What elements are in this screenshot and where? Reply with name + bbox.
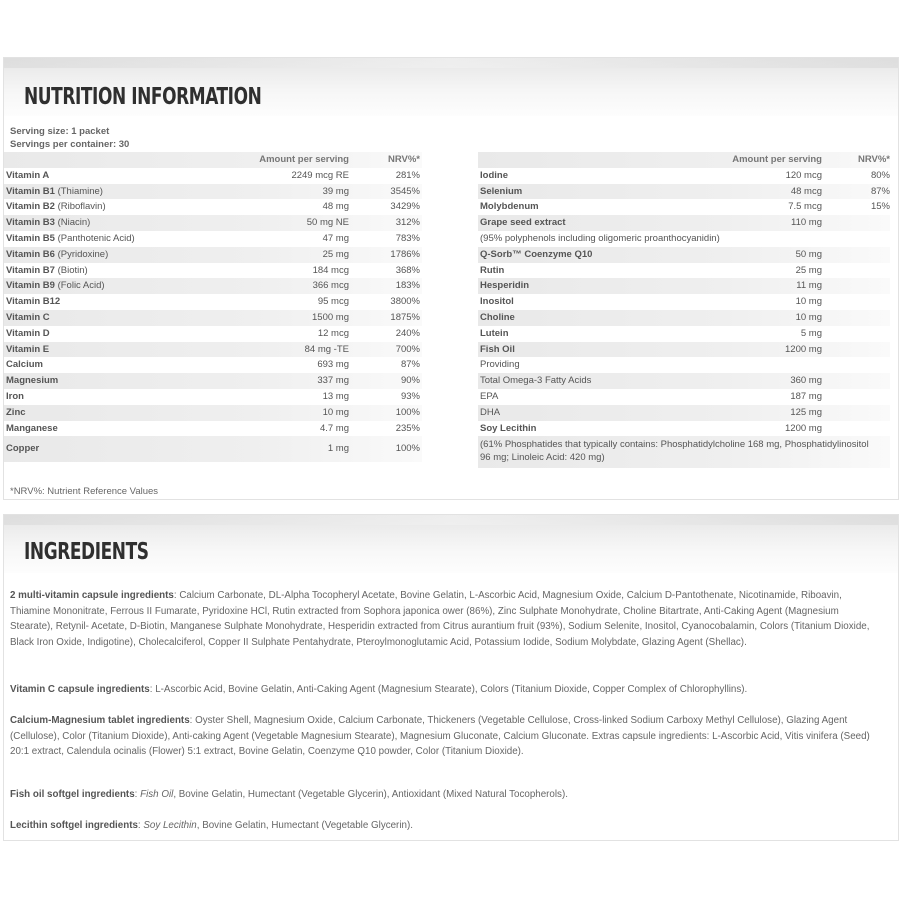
- nutrient-name: [480, 278, 529, 294]
- nutrient-amount: 1200 mg: [785, 343, 822, 355]
- nutrient-subname: (Riboflavin): [54, 201, 106, 213]
- nutrient-name: [6, 263, 88, 279]
- table-row: [478, 168, 890, 184]
- nutrient-name: [480, 326, 509, 342]
- servings-per-container: Servings per container: 30: [10, 139, 130, 150]
- nutrient-amount: 84 mg -TE: [304, 343, 349, 355]
- nutrient-name: [6, 342, 49, 358]
- nutrient-name: [6, 389, 24, 405]
- nutrient-subname: (Niacin): [54, 217, 91, 229]
- table-row: [4, 326, 422, 342]
- nutrient-nrv: 90%: [400, 375, 420, 387]
- nutrient-subname: (Panthotenic Acid): [54, 232, 135, 244]
- nutrient-label: Fish Oil: [480, 343, 515, 355]
- nutrient-nrv: 100%: [395, 406, 420, 418]
- nutrient-nrv: 3800%: [390, 296, 420, 308]
- nutrient-amount: 25 mg: [795, 264, 822, 276]
- nutrient-nrv: 15%: [870, 201, 890, 213]
- nutrient-label: Magnesium: [6, 375, 59, 387]
- nutrient-label: EPA: [480, 390, 499, 402]
- nutrient-amount: 10 mg: [795, 296, 822, 308]
- nutrient-amount: 47 mg: [322, 232, 349, 244]
- nutrient-nrv: 281%: [395, 169, 420, 181]
- nutrient-name: [480, 231, 720, 247]
- nutrient-nrv: 783%: [395, 232, 420, 244]
- nutrient-amount: 1200 mg: [785, 422, 822, 434]
- table-row: [478, 405, 890, 421]
- table-row: [4, 421, 422, 437]
- nutrient-label: Vitamin B12: [6, 296, 61, 308]
- table-row: [4, 436, 422, 462]
- table-row: [4, 263, 422, 279]
- nutrient-name: [6, 436, 39, 462]
- ingredient-text: , Bovine Gelatin, Humectant (Vegetable Glycerin).: [196, 820, 413, 831]
- col-nrv-header: NRV%*: [857, 154, 890, 165]
- nutrient-amount: 1 mg: [327, 443, 349, 455]
- nutrient-name: [480, 168, 508, 184]
- nutrient-name: [480, 310, 515, 326]
- nutrient-label: Copper: [6, 443, 40, 455]
- nutrient-label: Vitamin B7: [6, 264, 55, 276]
- nutrient-amount: 25 mg: [322, 248, 349, 260]
- nutrient-label: Vitamin D: [6, 327, 50, 339]
- nutrient-label: Vitamin E: [6, 343, 50, 355]
- nutrient-name: [480, 215, 566, 231]
- nutrient-name: [6, 294, 60, 310]
- table-row: [478, 389, 890, 405]
- ingredient-text: : Calcium Carbonate, DL-Alpha Tocopheryl Acetate, Bovine Gelatin, L-Ascorbic Acid, Magnesium Oxide, Calcium D-Pantothenate, Nicotinamide, Riboavin, Thiamine Mononitrate, Ferrous II Fumarate, Pyridoxine HCl, Rutin extracted from Sophora japonica ower (86%), Zinc Sulphate Monohydrate, Choline Bitartrate, Anti-Caking Agent (Magnesium Stearate), Retynil- Acetate, D-Biotin, Manganese Sulphate Monohydrate, Hesperidin extracted from Citrus aurantium fruit (93%), Sodium Selenite, Inositol, Cyanocobalamin, Colors (Titanium Dioxide, Black Iron Oxide, Indigotine), Cholecalciferol, Copper II Sulphate Pentahydrate, Pteroylmonoglutamic Acid, Potassium Iodide, Sodium Molybdate, Glazing Agent (Shellac).: [10, 590, 870, 648]
- nutrient-name: [6, 357, 43, 373]
- nutrient-nrv: 3429%: [390, 201, 420, 213]
- nutrient-label: Vitamin C: [6, 311, 50, 323]
- col-amount-header: Amount per serving: [259, 154, 349, 165]
- nutrient-amount: 693 mg: [317, 359, 349, 371]
- nutrient-label: Molybdenum: [480, 201, 539, 213]
- nutrient-label: Soy Lecithin: [480, 422, 537, 434]
- nutrient-name: [6, 215, 90, 231]
- nutrient-name: [6, 184, 103, 200]
- ingredient-italic: Soy Lecithin: [143, 820, 197, 831]
- table-row: [4, 389, 422, 405]
- table-row: [4, 231, 422, 247]
- nutrient-amount: 187 mg: [790, 390, 822, 402]
- nutrient-label: Zinc: [6, 406, 26, 418]
- nutrient-nrv: 183%: [395, 280, 420, 292]
- nutrient-name: [480, 373, 591, 389]
- nutrient-nrv: 93%: [400, 390, 420, 402]
- nutrient-label: Iron: [6, 390, 24, 402]
- nutrient-label: Rutin: [480, 264, 505, 276]
- col-nrv-header: NRV%*: [387, 154, 420, 165]
- nutrient-amount: 1500 mg: [312, 311, 349, 323]
- nutrient-label: Grape seed extract: [480, 217, 566, 229]
- nutrient-label: Manganese: [6, 422, 58, 434]
- nutrient-subname: (Biotin): [54, 264, 88, 276]
- nutrient-name: [6, 247, 108, 263]
- ingredient-group-label: Calcium-Magnesium tablet ingredients: [10, 715, 190, 726]
- table-row: [478, 373, 890, 389]
- nutrient-label: Providing: [480, 359, 520, 371]
- ingredient-paragraph: Lecithin softgel ingredients: Soy Lecithin, Bovine Gelatin, Humectant (Vegetable Glycerin).: [10, 820, 413, 831]
- nutrient-amount: 7.5 mcg: [788, 201, 822, 213]
- nutrient-label: (95% polyphenols including oligomeric proanthocyanidin): [480, 232, 720, 244]
- nutrient-nrv: 80%: [870, 169, 890, 181]
- nutrition-table-left: [4, 152, 422, 462]
- table-row: [478, 247, 890, 263]
- ingredients-title: INGREDIENTS: [24, 539, 149, 565]
- col-amount-header: Amount per serving: [732, 154, 822, 165]
- nutrient-amount: 50 mg NE: [306, 217, 349, 229]
- nutrient-label: Vitamin B5: [6, 232, 55, 244]
- nutrient-label: Total Omega-3 Fatty Acids: [480, 375, 592, 387]
- nutrient-nrv: 240%: [395, 327, 420, 339]
- ingredient-group-label: 2 multi-vitamin capsule ingredients: [10, 590, 174, 601]
- ingredient-group-label: Lecithin softgel ingredients: [10, 820, 138, 831]
- nutrient-name: [480, 247, 592, 263]
- nutrient-subname: (Thiamine): [54, 185, 103, 197]
- nutrient-name: [6, 310, 50, 326]
- nutrient-nrv: 368%: [395, 264, 420, 276]
- nrv-footnote: *NRV%: Nutrient Reference Values: [10, 486, 159, 497]
- nutrient-label: Choline: [480, 311, 515, 323]
- nutrient-amount: 39 mg: [322, 185, 349, 197]
- nutrient-name: [6, 326, 50, 342]
- table-row: [478, 294, 890, 310]
- nutrient-amount: 2249 mcg RE: [291, 169, 349, 181]
- nutrient-amount: 10 mg: [322, 406, 349, 418]
- nutrition-header: [4, 58, 898, 116]
- table-row: [478, 215, 890, 231]
- nutrient-name: [6, 278, 105, 294]
- nutrient-amount: 125 mg: [790, 406, 822, 418]
- nutrient-name: [480, 357, 520, 373]
- table-row: [4, 373, 422, 389]
- table-row: [4, 168, 422, 184]
- table-row: [478, 231, 890, 247]
- table-header-row: [478, 152, 890, 168]
- ingredient-italic: Fish Oil: [140, 789, 174, 800]
- ingredient-paragraph: Fish oil softgel ingredients: Fish Oil, Bovine Gelatin, Humectant (Vegetable Glycerin), Antioxidant (Mixed Natural Tocopherols).: [10, 789, 568, 800]
- nutrient-name: [480, 294, 514, 310]
- table-row: [4, 215, 422, 231]
- nutrient-amount: 12 mcg: [317, 327, 349, 339]
- nutrient-amount: 48 mg: [322, 201, 349, 213]
- nutrient-label: Hesperidin: [480, 280, 530, 292]
- nutrient-note: (61% Phosphatides that typically contains: Phosphatidylcholine 168 mg, Phosphatidylinositol 96 mg; Linoleic Acid: 420 mg): [480, 439, 869, 464]
- table-row: [4, 294, 422, 310]
- nutrient-amount: 5 mg: [800, 327, 822, 339]
- ingredient-paragraph: [10, 588, 870, 650]
- table-row: [478, 326, 890, 342]
- table-row: [4, 310, 422, 326]
- nutrient-name: [6, 373, 58, 389]
- table-row: [478, 278, 890, 294]
- nutrient-label: Vitamin B3: [6, 217, 55, 229]
- nutrient-name: [6, 405, 26, 421]
- ingredient-group-label: Fish oil softgel ingredients: [10, 789, 135, 800]
- nutrient-name: [480, 342, 515, 358]
- table-row: [4, 278, 422, 294]
- table-row: [478, 421, 890, 437]
- nutrient-name: [480, 199, 539, 215]
- nutrient-label: Vitamin A: [6, 169, 50, 181]
- table-row: [4, 357, 422, 373]
- table-row: [478, 436, 890, 468]
- ingredient-paragraph: [10, 713, 870, 760]
- nutrient-subname: (Folic Acid): [54, 280, 105, 292]
- nutrient-amount: 120 mcg: [785, 169, 822, 181]
- nutrient-nrv: 700%: [395, 343, 420, 355]
- nutrient-name: [480, 389, 498, 405]
- nutrition-table-right: [478, 152, 890, 468]
- nutrient-label: Inositol: [480, 296, 514, 308]
- nutrient-nrv: 235%: [395, 422, 420, 434]
- table-row: [478, 357, 890, 373]
- nutrient-label: Iodine: [480, 169, 508, 181]
- table-header-row: [4, 152, 422, 168]
- table-row: [4, 184, 422, 200]
- nutrient-amount: 10 mg: [795, 311, 822, 323]
- nutrient-label: Calcium: [6, 359, 43, 371]
- nutrition-title: NUTRITION INFORMATION: [24, 84, 262, 110]
- table-row: [478, 342, 890, 358]
- serving-size: Serving size: 1 packet: [10, 126, 110, 137]
- nutrient-nrv: 3545%: [390, 185, 420, 197]
- nutrient-name: [6, 421, 58, 437]
- nutrient-amount: 50 mg: [795, 248, 822, 260]
- nutrient-amount: 95 mcg: [317, 296, 349, 308]
- nutrient-name: [480, 263, 504, 279]
- nutrient-amount: 11 mg: [796, 280, 822, 292]
- nutrient-amount: 13 mg: [322, 390, 349, 402]
- nutrient-label: Lutein: [480, 327, 509, 339]
- nutrient-amount: 337 mg: [317, 375, 349, 387]
- ingredient-text: , Bovine Gelatin, Humectant (Vegetable Glycerin), Antioxidant (Mixed Natural Tocopherols).: [173, 789, 568, 800]
- nutrient-label: Vitamin B9: [6, 280, 55, 292]
- nutrient-nrv: 87%: [870, 185, 890, 197]
- ingredient-group-label: Vitamin C capsule ingredients: [10, 684, 150, 695]
- table-row: [478, 263, 890, 279]
- ingredient-text: : L-Ascorbic Acid, Bovine Gelatin, Anti-Caking Agent (Magnesium Stearate), Colors (Titanium Dioxide, Copper Complex of Chlorophyllins).: [149, 684, 748, 695]
- table-row: [478, 184, 890, 200]
- table-row: [4, 247, 422, 263]
- table-row: [4, 405, 422, 421]
- nutrient-amount: 48 mcg: [790, 185, 822, 197]
- nutrient-label: Selenium: [480, 185, 523, 197]
- nutrient-nrv: 100%: [395, 443, 420, 455]
- nutrient-name: [6, 199, 106, 215]
- ingredient-text: : Oyster Shell, Magnesium Oxide, Calcium Carbonate, Thickeners (Vegetable Cellulose, Cross-linked Sodium Carboxy Methyl Cellulose), Glazing Agent (Cellulose), Color (Titanium Dioxide), Anti-caking Agent (Vegetable Magnesium Stearate), Magnesium Gluconate, Calcium Gluconate. Extras capsule ingredients: L-Ascorbic Acid, Vitis vinifera (Seed) 20:1 extract, Calendula ocinalis (Flower) 5:1 extract, Bovine Gelatin, Coenzyme Q10 powder, Color (Titanium Dioxide).: [10, 715, 870, 757]
- nutrient-label: Vitamin B6: [6, 248, 55, 260]
- nutrient-label: Q-Sorb™ Coenzyme Q10: [480, 248, 593, 260]
- nutrient-label: DHA: [480, 406, 501, 418]
- nutrient-name: [6, 231, 135, 247]
- table-row: [4, 342, 422, 358]
- nutrient-nrv: 87%: [400, 359, 420, 371]
- nutrient-nrv: 1875%: [390, 311, 420, 323]
- nutrient-name: [480, 405, 500, 421]
- nutrient-name: [480, 421, 536, 437]
- nutrient-amount: 110 mg: [791, 217, 822, 229]
- table-row: [478, 199, 890, 215]
- nutrient-amount: 4.7 mg: [319, 422, 349, 434]
- nutrient-nrv: 1786%: [390, 248, 420, 260]
- nutrient-label: Vitamin B1: [6, 185, 55, 197]
- nutrient-subname: (Pyridoxine): [54, 248, 109, 260]
- nutrient-name: [480, 184, 522, 200]
- nutrient-amount: 366 mcg: [312, 280, 349, 292]
- nutrient-amount: 184 mcg: [312, 264, 349, 276]
- nutrient-nrv: 312%: [395, 217, 420, 229]
- nutrient-label: Vitamin B2: [6, 201, 55, 213]
- nutrient-name: [6, 168, 49, 184]
- table-row: [478, 310, 890, 326]
- table-row: [4, 199, 422, 215]
- ingredients-header: [4, 515, 898, 573]
- nutrient-amount: 360 mg: [790, 375, 822, 387]
- ingredient-paragraph: [10, 682, 870, 698]
